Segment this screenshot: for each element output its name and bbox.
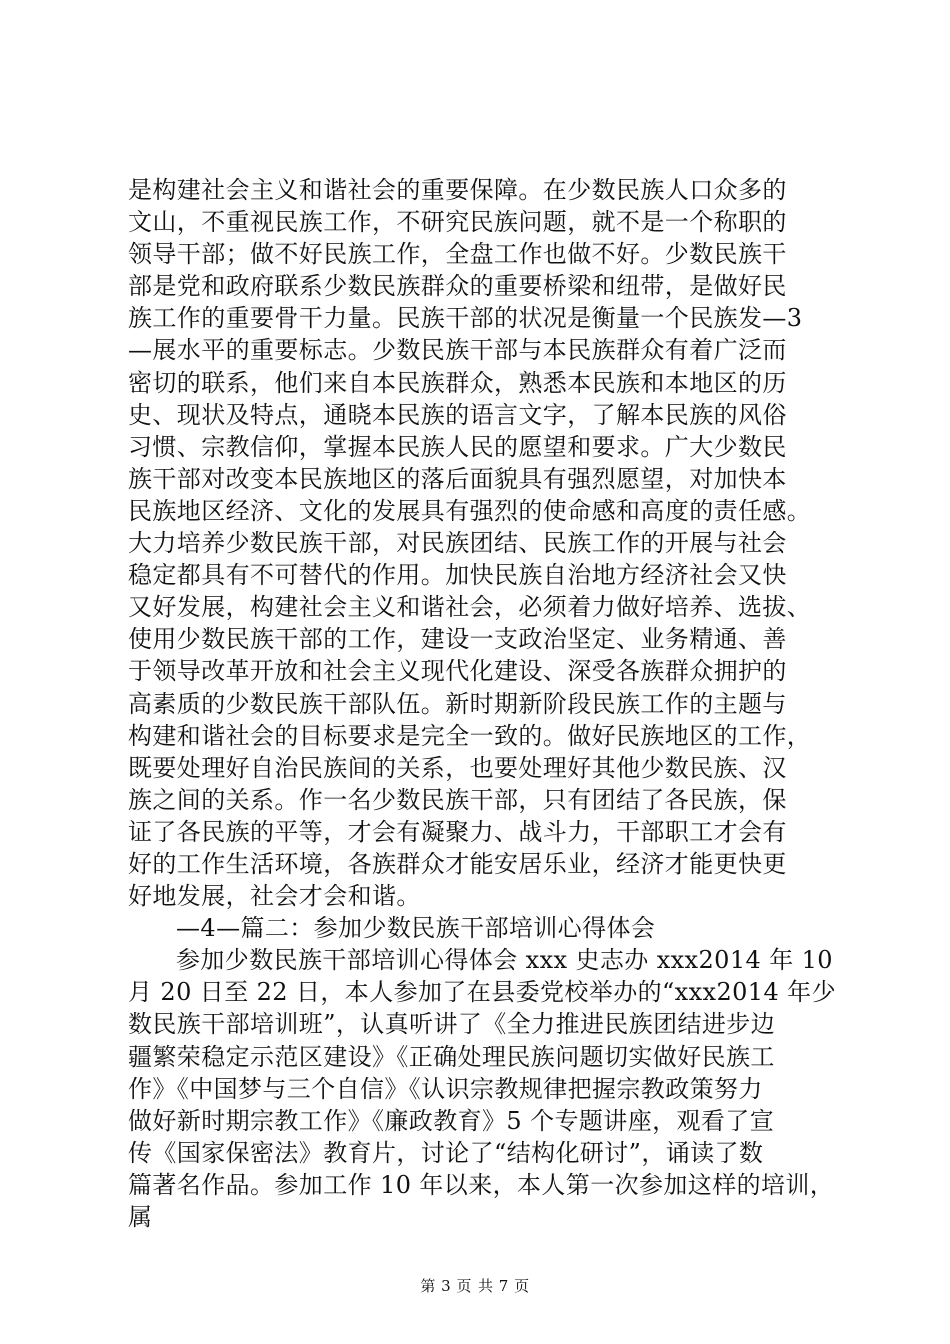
text-line: 史、现状及特点，通晓本民族的语言文字，了解本民族的风俗 bbox=[128, 400, 787, 429]
text-line: 做好新时期宗教工作》《廉政教育》5 个专题讲座，观看了宣 bbox=[128, 1106, 775, 1135]
text-line: —展水平的重要标志。少数民族干部与本民族群众有着广泛而 bbox=[128, 336, 787, 365]
text-line: 数民族干部培训班”，认真听讲了《全力推进民族团结进步边 bbox=[128, 1010, 776, 1039]
text-line: 领导干部；做不好民族工作，全盘工作也做不好。少数民族干 bbox=[128, 240, 787, 269]
text-line: 作》《中国梦与三个自信》《认识宗教规律把握宗教政策努力 bbox=[128, 1074, 763, 1103]
text-line: 又好发展，构建社会主义和谐社会，必须着力做好培养、选拔、 bbox=[128, 593, 812, 622]
text-line: 大力培养少数民族干部，对民族团结、民族工作的开展与社会 bbox=[128, 529, 787, 558]
text-line: 族工作的重要骨干力量。民族干部的状况是衡量一个民族发—3 bbox=[128, 304, 803, 333]
page-total: 共 7 页 bbox=[478, 1277, 530, 1295]
text-line: 好的工作生活环境，各族群众才能安居乐业，经济才能更快更 bbox=[128, 849, 787, 878]
text-line: 族之间的关系。作一名少数民族干部，只有团结了各民族，保 bbox=[128, 785, 787, 814]
text-line: 于领导改革开放和社会主义现代化建设、深受各族群众拥护的 bbox=[128, 657, 787, 686]
text-line: 部是党和政府联系少数民族群众的重要桥梁和纽带，是做好民 bbox=[128, 272, 787, 301]
text-line: 民族地区经济、文化的发展具有强烈的使命感和高度的责任感。 bbox=[128, 496, 812, 525]
text-line: 高素质的少数民族干部队伍。新时期新阶段民族工作的主题与 bbox=[128, 689, 787, 718]
text-line: 参加少数民族干部培训心得体会 xxx 史志办 xxx2014 年 10 bbox=[176, 946, 833, 975]
page-footer bbox=[0, 1276, 950, 1296]
text-line: 文山，不重视民族工作，不研究民族问题，就不是一个称职的 bbox=[128, 208, 787, 237]
page-number: 第 3 页 bbox=[420, 1277, 472, 1295]
text-line: 疆繁荣稳定示范区建设》《正确处理民族问题切实做好民族工 bbox=[128, 1042, 775, 1071]
text-line: 篇著名作品。参加工作 10 年以来，本人第一次参加这样的培训， bbox=[128, 1170, 835, 1199]
text-line: 是构建社会主义和谐社会的重要保障。在少数民族人口众多的 bbox=[128, 176, 787, 204]
text-line: 好地发展，社会才会和谐。 bbox=[128, 882, 421, 911]
section-heading: —4—篇二：参加少数民族干部培训心得体会 bbox=[176, 914, 656, 943]
text-line: 传《国家保密法》教育片，讨论了“结构化研讨”，诵读了数 bbox=[128, 1138, 764, 1167]
text-line: 证了各民族的平等，才会有凝聚力、战斗力，干部职工才会有 bbox=[128, 817, 787, 846]
text-line: 既要处理好自治民族间的关系，也要处理好其他少数民族、汉 bbox=[128, 753, 787, 782]
text-line: 月 20 日至 22 日，本人参加了在县委党校举办的“xxx2014 年少 bbox=[128, 978, 836, 1007]
text-line: 密切的联系，他们来自本民族群众，熟悉本民族和本地区的历 bbox=[128, 368, 787, 397]
document-body bbox=[128, 174, 836, 1233]
text-line: 使用少数民族干部的工作，建设一支政治坚定、业务精通、善 bbox=[128, 625, 787, 654]
text-line: 族干部对改变本民族地区的落后面貌具有强烈愿望，对加快本 bbox=[128, 464, 787, 493]
text-line: 习惯、宗教信仰，掌握本民族人民的愿望和要求。广大少数民 bbox=[128, 432, 787, 461]
text-line: 构建和谐社会的目标要求是完全一致的。做好民族地区的工作， bbox=[128, 721, 812, 750]
text-line: 属 bbox=[128, 1203, 153, 1231]
text-line: 稳定都具有不可替代的作用。加快民族自治地方经济社会又快 bbox=[128, 561, 787, 590]
